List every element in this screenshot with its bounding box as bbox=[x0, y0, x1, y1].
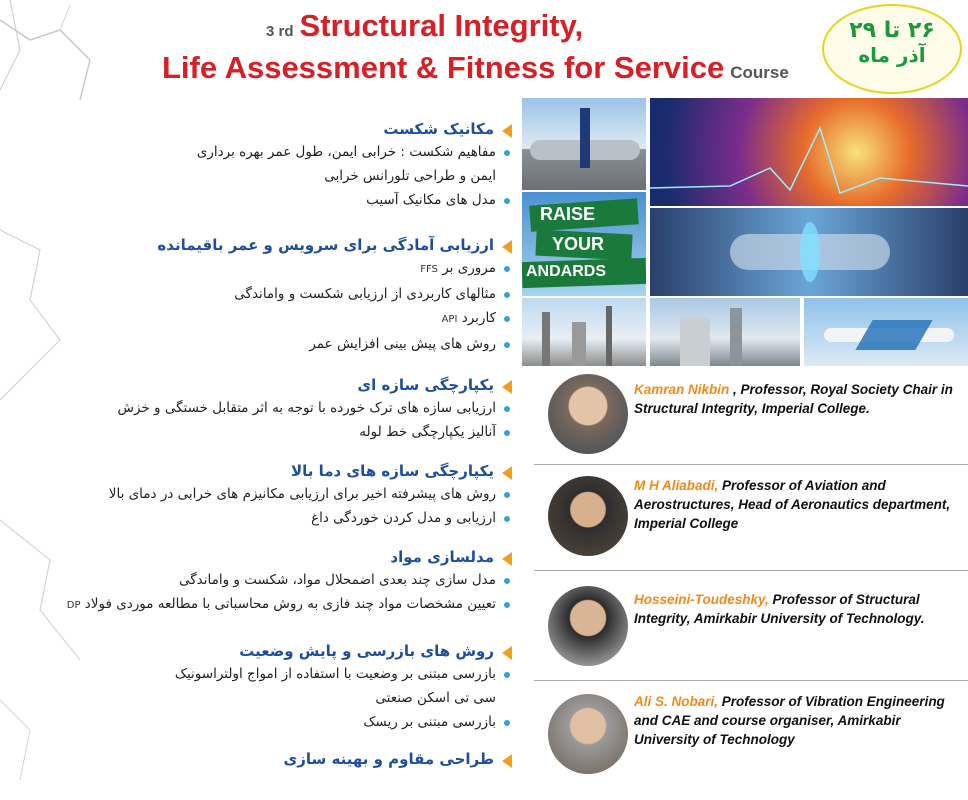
section-heading: مکانیک شکست bbox=[197, 120, 512, 138]
list-item: مروری بر FFS bbox=[157, 256, 512, 282]
list-item: مدل های مکانیک آسیب bbox=[197, 188, 512, 212]
divider bbox=[534, 464, 968, 465]
speaker-title: Professor of Aviation and Aerostructures, Head of Aeronautics department, Imperial College bbox=[634, 478, 951, 531]
pipeline-worker-photo bbox=[522, 98, 646, 190]
refinery-photo bbox=[522, 298, 646, 366]
title-line-1 bbox=[266, 8, 583, 44]
aircraft-photo bbox=[804, 298, 968, 366]
section-material-modeling bbox=[67, 548, 512, 618]
list-item: روش های پیشرفته اخیر برای ارزیابی مکانیزم های خرابی در دمای بالا bbox=[109, 482, 512, 506]
date-badge bbox=[822, 4, 962, 94]
edition-label: 3 rd bbox=[266, 23, 294, 40]
list-item: سی تی اسکن صنعتی bbox=[375, 690, 496, 706]
speaker-title: Professor of Structural Integrity, Amirkabir University of Technology. bbox=[634, 592, 925, 626]
list-item: روش های پیش بینی افزایش عمر bbox=[157, 332, 512, 356]
speaker-photo bbox=[548, 476, 628, 556]
course-label: Course bbox=[730, 63, 789, 82]
section-heading: یکپارچگی سازه های دما بالا bbox=[109, 462, 512, 480]
list-item: بازرسی مبتنی بر ریسک bbox=[175, 710, 512, 734]
divider bbox=[534, 570, 968, 571]
speaker-card bbox=[534, 470, 968, 570]
date-month: آذر ماه bbox=[858, 43, 926, 67]
list-item: ارزیابی سازه های ترک خورده با توجه به اثر متقابل خستگی و خزش bbox=[117, 396, 512, 420]
standards-sign-photo bbox=[522, 192, 646, 296]
speaker-name: Hosseini-Toudeshky, bbox=[634, 592, 769, 607]
speaker-info bbox=[634, 590, 964, 628]
speaker-card bbox=[534, 686, 968, 796]
list-item: آنالیز یکپارچگی خط لوله bbox=[117, 420, 512, 444]
turbine-diagram-photo bbox=[650, 208, 968, 296]
section-heading: روش های بازرسی و پایش وضعیت bbox=[175, 642, 512, 660]
section-fitness-for-service bbox=[157, 236, 512, 356]
speaker-photo bbox=[548, 694, 628, 774]
speaker-card bbox=[534, 576, 968, 676]
list-item: کاربرد API bbox=[157, 306, 512, 332]
section-heading: مدلسازی مواد bbox=[67, 548, 512, 566]
speaker-info bbox=[634, 476, 964, 533]
section-fracture-mechanics bbox=[197, 120, 512, 212]
pipe-scan-photo bbox=[650, 98, 968, 206]
list-item: مدل سازی چند بعدی اضمحلال مواد، شکست و واماندگی bbox=[67, 568, 512, 592]
section-structural-integrity bbox=[117, 376, 512, 444]
list-item: تعیین مشخصات مواد چند فازی به روش محاسباتی با مطالعه موردی فولاد DP bbox=[67, 592, 512, 618]
speaker-title: Professor of Vibration Engineering and CAE and course organiser, Amirkabir University of Technology bbox=[634, 694, 945, 747]
section-heading: ارزیابی آمادگی برای سرویس و عمر باقیمانده bbox=[157, 236, 512, 254]
speaker-name: Kamran Nikbin bbox=[634, 382, 730, 397]
divider bbox=[534, 680, 968, 681]
speaker-info bbox=[634, 692, 964, 749]
title-structural-integrity: Structural Integrity, bbox=[299, 8, 584, 43]
section-heading: طراحی مقاوم و بهینه سازی bbox=[284, 750, 512, 768]
title-life-assessment: Life Assessment & Fitness for Service bbox=[162, 50, 725, 85]
speaker-photo bbox=[548, 586, 628, 666]
api-tag: API bbox=[441, 314, 458, 325]
speaker-title: Professor, Royal Society Chair in Structural Integrity, Imperial College. bbox=[634, 382, 953, 416]
speaker-card bbox=[534, 368, 968, 464]
sign-raise: RAISE bbox=[540, 204, 596, 224]
list-item: مفاهیم شکست : خرابی ایمن، طول عمر بهره برداری bbox=[197, 140, 512, 164]
section-heading: یکپارچگی سازه ای bbox=[117, 376, 512, 394]
section-robust-design bbox=[284, 750, 512, 768]
sign-standards: ANDARDS bbox=[526, 263, 606, 280]
list-item: مثالهای کاربردی از ارزیابی شکست و واماندگی bbox=[157, 282, 512, 306]
photo-collage bbox=[522, 98, 968, 366]
section-inspection-methods bbox=[175, 642, 512, 734]
ffs-tag: FFS bbox=[420, 264, 438, 275]
speaker-name: M H Aliabadi, bbox=[634, 478, 719, 493]
dp-tag: DP bbox=[66, 600, 81, 611]
list-item: ایمن و طراحی تلورانس خرابی bbox=[324, 168, 496, 184]
sign-your: YOUR bbox=[552, 234, 605, 254]
speaker-photo bbox=[548, 374, 628, 454]
title-line-2 bbox=[162, 50, 789, 86]
speaker-info: Kamran Nikbin , Professor, Royal Society Chair in Structural Integrity, Imperial College. bbox=[634, 382, 953, 416]
list-item: بازرسی مبتنی بر وضعیت با استفاده از امواج اولتراسونیک bbox=[175, 662, 512, 686]
section-high-temperature bbox=[109, 462, 512, 530]
speaker-name: Ali S. Nobari, bbox=[634, 694, 719, 709]
plant-photo bbox=[650, 298, 800, 366]
date-range: ۲۶ تا ۲۹ bbox=[849, 18, 935, 43]
list-item: ارزیابی و مدل کردن خوردگی داغ bbox=[109, 506, 512, 530]
